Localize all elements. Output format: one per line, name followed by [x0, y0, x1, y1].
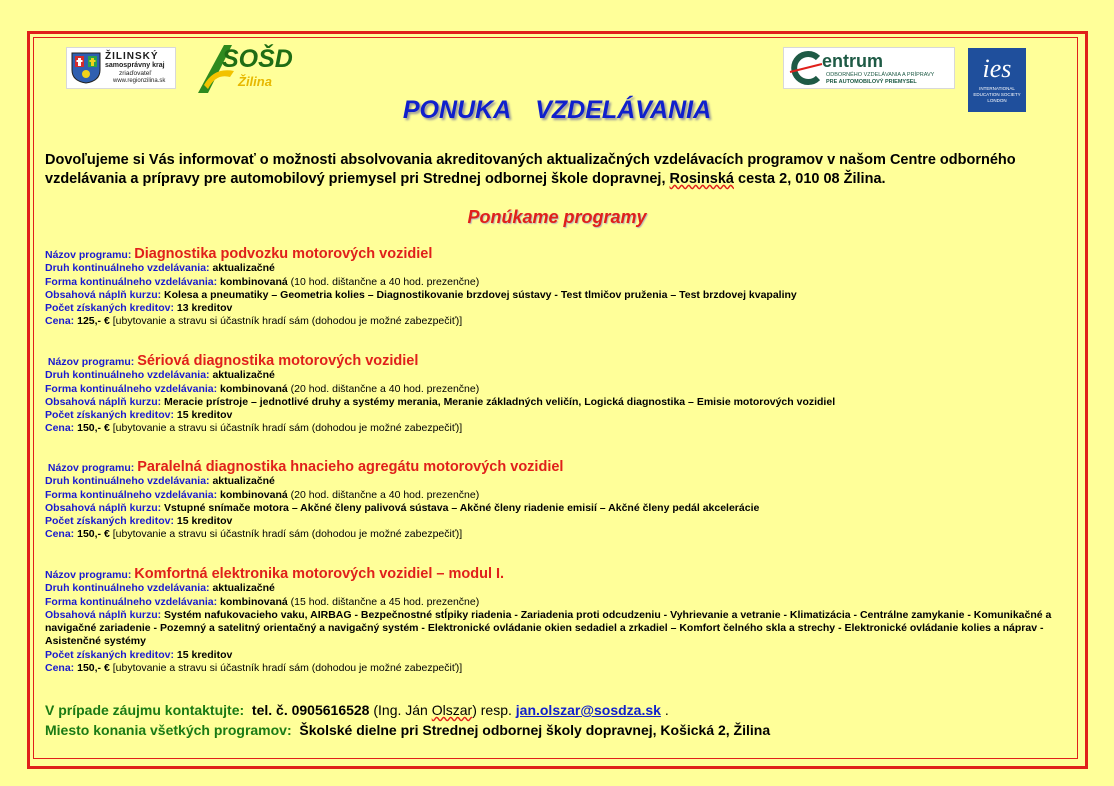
program-price-note: [ubytovanie a stravu si účastník hradí sám (dohodou je možné zabezpečiť)] [112, 662, 463, 675]
program-type-label: Druh kontinuálneho vzdelávania: [45, 475, 210, 488]
program-type: aktualizačné [212, 369, 275, 382]
program-price-line [45, 662, 1075, 675]
program-form-label: Forma kontinuálneho vzdelávania: [45, 382, 218, 395]
program-name: Diagnostika podvozku motorových vozidiel [134, 246, 433, 262]
program-block [45, 248, 1075, 329]
contact-person-post: ) resp. [472, 702, 512, 718]
centrum-logo-line2: ODBORNÉHO VZDELÁVANIA A PRÍPRAVY [826, 72, 935, 78]
program-content-line [45, 289, 1075, 302]
program-content-label: Obsahová náplň kurzu: [45, 608, 162, 621]
zsk-logo-line1: ŽILINSKÝ [105, 51, 159, 62]
program-content: Systém nafukovacieho vaku, AIRBAG - Bezpečnostné stĺpiky riadenia - Zariadenia proti odcudzeniu - Vyhrievanie a vetranie - Klimatizácia - Centrálne zamykanie - Komunikačné a navigačné zariadenie - Pozemný a satelitný orientačný a navigačný systém - Elektronické ovládanie okien sedadiel a zrkadiel – Komfort čelného skla a strechy - Elektronické ovládanie kolies a náprav - Asistenčné systémy [45, 608, 1052, 648]
zsk-logo-line3: zriaďovateľ [119, 70, 152, 77]
program-price-label: Cena: [45, 315, 75, 328]
program-price-label: Cena: [45, 662, 75, 675]
program-form-label: Forma kontinuálneho vzdelávania: [45, 488, 218, 501]
program-name: Komfortná elektronika motorových vozidiel – modul I. [134, 566, 505, 582]
zsk-logo-line4: www.regionzilina.sk [113, 78, 166, 84]
contact-line [45, 700, 1085, 720]
program-price-line [45, 315, 1075, 328]
program-content-line [45, 609, 1075, 649]
program-name-line [45, 461, 1075, 475]
contact-person-surname: Olszar [431, 702, 473, 718]
program-price-line [45, 528, 1075, 541]
program-type-line [45, 582, 1075, 595]
program-type: aktualizačné [212, 262, 275, 275]
centrum-logo-line3: PRE AUTOMOBILOVÝ PRIEMYSEL [826, 79, 917, 85]
sosd-logo [194, 41, 298, 97]
zilinsky-kraj-logo [66, 47, 176, 89]
program-price-label: Cena: [45, 422, 75, 435]
contact-section [45, 700, 1085, 740]
venue-label: Miesto konania všetkých programov: [45, 722, 292, 738]
program-form-line [45, 383, 1075, 396]
program-content-line [45, 396, 1075, 409]
program-price: 150,- € [77, 662, 110, 675]
program-type-label: Druh kontinuálneho vzdelávania: [45, 262, 210, 275]
program-name: Sériová diagnostika motorových vozidiel [137, 353, 419, 369]
page-title: PONUKA VZDELÁVANIA [402, 96, 712, 124]
program-form-note: (20 hod. dištančne a 40 hod. prezenčne) [290, 488, 480, 501]
program-credits-line [45, 515, 1075, 528]
centrum-logo-text: entrum [822, 51, 884, 71]
program-credits-line [45, 302, 1075, 315]
program-credits: 13 kreditov [176, 302, 233, 315]
program-credits-label: Počet získaných kreditov: [45, 409, 174, 422]
program-form-note: (10 hod. dištančne a 40 hod. prezenčne) [290, 275, 480, 288]
program-form-line [45, 489, 1075, 502]
program-form: kombinovaná [220, 595, 288, 608]
sosd-logo-text: SOŠD [222, 45, 293, 73]
program-type-label: Druh kontinuálneho vzdelávania: [45, 369, 210, 382]
program-type-line [45, 369, 1075, 382]
program-credits: 15 kreditov [176, 515, 233, 528]
contact-label: V prípade záujmu kontaktujte: [45, 702, 245, 718]
program-type-line [45, 475, 1075, 488]
program-content-line [45, 502, 1075, 515]
program-credits-line [45, 409, 1075, 422]
contact-end: . [664, 702, 669, 718]
program-credits-line [45, 649, 1075, 662]
program-name-line [45, 568, 1075, 582]
program-form-label: Forma kontinuálneho vzdelávania: [45, 595, 218, 608]
program-price: 150,- € [77, 422, 110, 435]
zsk-logo-line2: samosprávny kraj [105, 62, 165, 69]
program-form-line [45, 276, 1075, 289]
program-content: Vstupné snímače motora – Akčné členy palivová sústava – Akčné členy riadenie emisií – Akčné členy pedál akcelerácie [164, 501, 760, 514]
program-block [45, 355, 1075, 436]
coat-of-arms-icon [71, 52, 101, 84]
program-content: Kolesa a pneumatiky – Geometria kolies – Diagnostikovanie brzdovej sústavy - Test tlmičov pruženia – Test brzdovej kvapaliny [164, 288, 797, 301]
program-type: aktualizačné [212, 475, 275, 488]
program-price-line [45, 422, 1075, 435]
program-name-label: Názov programu: [45, 569, 132, 581]
program-content: Meracie prístroje – jednotlivé druhy a systémy merania, Meranie základných veličín, Logická diagnostika – Emisie motorových vozidiel [164, 395, 836, 408]
program-content-label: Obsahová náplň kurzu: [45, 501, 162, 514]
centrum-c-icon [786, 48, 826, 88]
program-block [45, 568, 1075, 675]
program-price-note: [ubytovanie a stravu si účastník hradí sám (dohodou je možné zabezpečiť)] [112, 422, 463, 435]
intro-paragraph [45, 151, 1075, 189]
program-type: aktualizačné [212, 582, 275, 595]
contact-phone: tel. č. 0905616528 [251, 702, 370, 718]
program-name-line [45, 248, 1075, 262]
program-price: 150,- € [77, 528, 110, 541]
contact-person-pre: (Ing. Ján [373, 702, 428, 718]
program-block [45, 461, 1075, 542]
sosd-logo-city: Žilina [238, 74, 272, 89]
program-form-line [45, 596, 1075, 609]
program-credits-label: Počet získaných kreditov: [45, 302, 174, 315]
programs-heading: Ponúkame programy [467, 207, 647, 227]
program-credits-label: Počet získaných kreditov: [45, 648, 174, 661]
program-type-line [45, 262, 1075, 275]
program-form-label: Forma kontinuálneho vzdelávania: [45, 275, 218, 288]
program-price: 125,- € [77, 315, 110, 328]
intro-text: Dovoľujeme si Vás informovať o možnosti absolvovania akreditovaných aktualizačných vzdelávacích programov v našom Centre odborného vzdelávania a prípravy pre automobilový priemysel pri Strednej odbornej škole dopravnej, [45, 152, 1016, 187]
program-form: kombinovaná [220, 275, 288, 288]
centrum-logo [783, 47, 955, 89]
program-content-label: Obsahová náplň kurzu: [45, 395, 162, 408]
ies-logo-text: ies [982, 54, 1012, 83]
venue-line [45, 720, 1085, 740]
program-name-line [45, 355, 1075, 369]
program-name-label: Názov programu: [47, 462, 135, 474]
program-price-note: [ubytovanie a stravu si účastník hradí sám (dohodou je možné zabezpečiť)] [112, 528, 463, 541]
program-name: Paralelná diagnostika hnacieho agregátu motorových vozidiel [137, 459, 564, 475]
program-price-note: [ubytovanie a stravu si účastník hradí sám (dohodou je možné zabezpečiť)] [112, 315, 463, 328]
intro-street: Rosinská [669, 171, 734, 187]
contact-email-link[interactable]: jan.olszar@sosdza.sk [515, 702, 661, 718]
intro-address: cesta 2, 010 08 Žilina. [738, 171, 886, 187]
program-type-label: Druh kontinuálneho vzdelávania: [45, 582, 210, 595]
program-name-label: Názov programu: [47, 356, 135, 368]
program-form: kombinovaná [220, 488, 288, 501]
program-credits: 15 kreditov [176, 648, 233, 661]
ies-logo-subtext: INTERNATIONAL EDUCATION SOCIETY LONDON [973, 86, 1021, 103]
program-credits-label: Počet získaných kreditov: [45, 515, 174, 528]
venue-text: Školské dielne pri Strednej odbornej školy dopravnej, Košická 2, Žilina [299, 722, 771, 738]
program-form-note: (15 hod. dištančne a 45 hod. prezenčne) [290, 595, 480, 608]
program-credits: 15 kreditov [176, 409, 233, 422]
program-form: kombinovaná [220, 382, 288, 395]
program-form-note: (20 hod. dištančne a 40 hod. prezenčne) [290, 382, 480, 395]
program-price-label: Cena: [45, 528, 75, 541]
program-name-label: Názov programu: [45, 249, 132, 261]
program-content-label: Obsahová náplň kurzu: [45, 288, 162, 301]
